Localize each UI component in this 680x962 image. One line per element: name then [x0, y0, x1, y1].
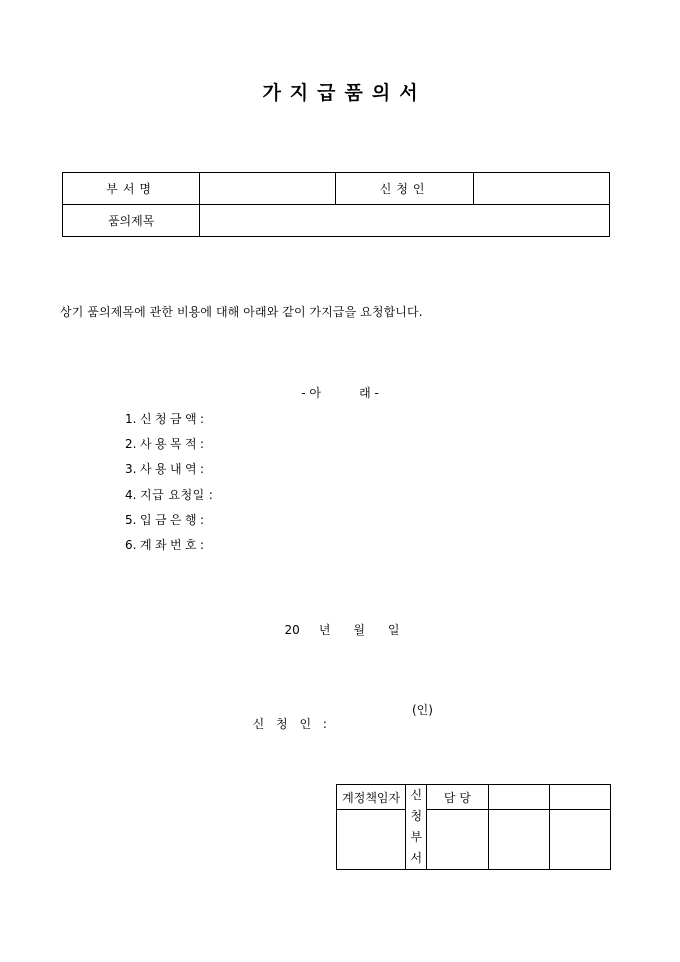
dept-char: 신 [410, 788, 423, 802]
item-label: 사용내역 [140, 462, 200, 477]
item-colon: : [199, 412, 205, 426]
subject-field[interactable] [200, 205, 610, 237]
item-colon: : [199, 462, 205, 477]
staff-label: 담 당 [427, 785, 488, 810]
department-field[interactable] [200, 173, 336, 205]
signer-line [245, 701, 433, 746]
dept-char: 청 [410, 809, 423, 823]
list-item [125, 511, 213, 536]
list-item [125, 536, 213, 561]
seal-mark: (인) [412, 703, 433, 717]
item-colon: : [208, 487, 213, 502]
request-items-list [125, 410, 213, 561]
applicant-label: 신청인 [336, 173, 473, 205]
item-number: 3. [125, 462, 137, 477]
info-table [62, 172, 610, 237]
item-label: 지급 요청일 [140, 487, 205, 502]
list-item [125, 435, 213, 460]
item-colon: : [199, 537, 205, 552]
list-item [125, 410, 213, 435]
approval-sign-box[interactable] [488, 810, 549, 870]
requesting-dept-label [406, 785, 427, 870]
dept-char: 서 [410, 851, 423, 865]
item-number: 1. [125, 412, 137, 426]
item-number: 4. [125, 487, 137, 502]
table-row [63, 205, 610, 237]
accounting-head-label: 계정책임자 [337, 785, 406, 810]
item-label: 입금은행 [140, 512, 200, 527]
item-colon: : [199, 437, 205, 452]
item-number: 5. [125, 512, 137, 527]
list-item [125, 486, 213, 511]
item-number: 2. [125, 437, 137, 452]
item-label: 신청금액 [140, 412, 200, 426]
subject-label: 품의제목 [63, 205, 200, 237]
dept-char: 부 [410, 830, 423, 844]
item-number: 6. [125, 537, 137, 552]
table-row [337, 785, 611, 810]
approval-header-cell [549, 785, 610, 810]
signer-label: 신 청 인 : [252, 717, 331, 731]
request-statement: 상기 품의제목에 관한 비용에 대해 아래와 같이 가지급을 요청합니다. [60, 305, 423, 319]
list-item [125, 460, 213, 485]
item-colon: : [199, 512, 205, 527]
approval-sign-box[interactable] [549, 810, 610, 870]
below-heading: - 아 래 - [301, 386, 379, 400]
accounting-head-sign-box[interactable] [337, 810, 406, 870]
approval-table [336, 784, 611, 870]
table-row [337, 810, 611, 870]
date-line: 20 년 월 일 [284, 623, 400, 637]
approval-header-cell [488, 785, 549, 810]
item-label: 계좌번호 [140, 537, 200, 552]
document-title: 가지급품의서 [262, 82, 427, 104]
table-row [63, 173, 610, 205]
staff-sign-box[interactable] [427, 810, 488, 870]
item-label: 사용목적 [140, 437, 200, 452]
department-label: 부서명 [63, 173, 200, 205]
applicant-field[interactable] [473, 173, 609, 205]
